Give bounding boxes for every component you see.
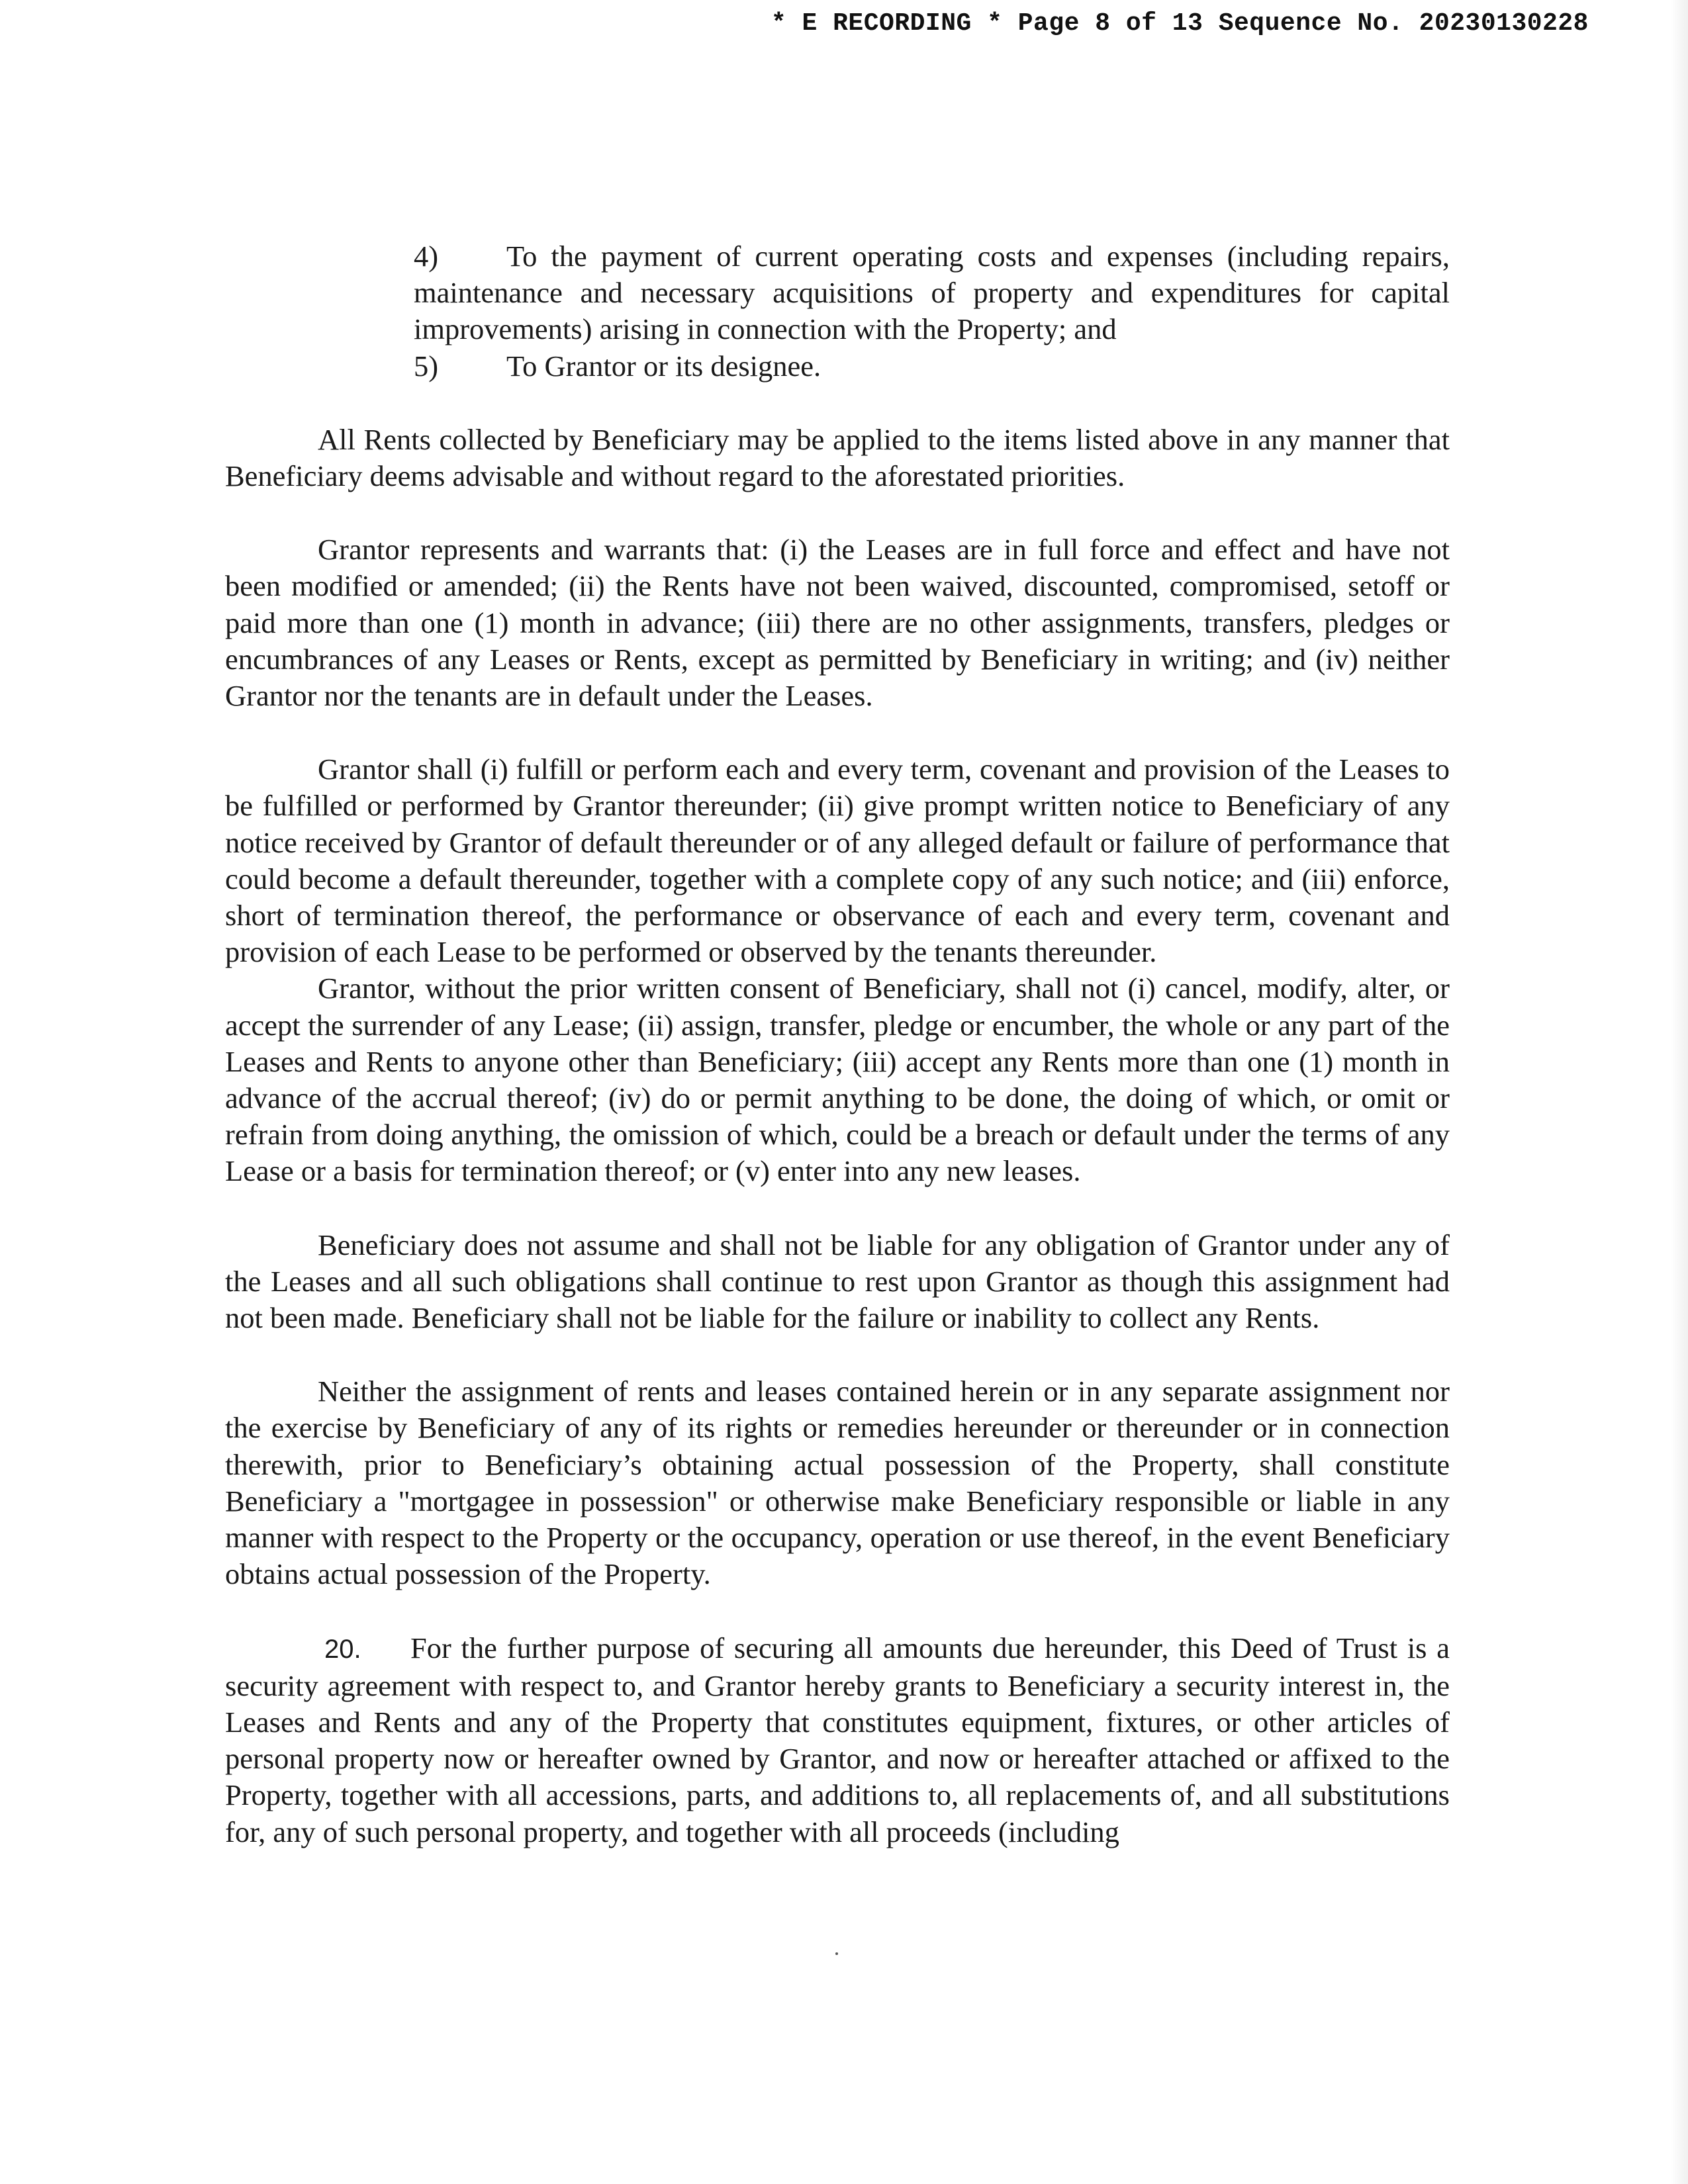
scan-edge-shadow [1671,0,1688,2184]
list-item-number: 5) [414,349,439,383]
list-item-text: To Grantor or its designee. [506,349,821,383]
scan-speck [835,1952,838,1955]
list-item [414,238,1450,348]
list-item-number: 4) [414,240,439,273]
section-20-security-agreement [225,1630,1450,1850]
paragraph-mortgagee-in-possession: Neither the assignment of rents and leases contained herein or in any separate assignment nor the exercise by Beneficiary of any of its rights or remedies hereunder or thereunder or in connection therewith, prior to Beneficiary’s obtaining actual possession of the Property, shall constitute Beneficiary a "mortgagee in possession" or otherwise make Beneficiary responsible or liable in any manner with respect to the Property or the occupancy, operation or use thereof, in the event Beneficiary obtains actual possession of the Property. [225,1375,1450,1591]
list-item [414,348,1450,385]
paragraph-beneficiary-liability: Beneficiary does not assume and shall not be liable for any obligation of Grantor under any of the Leases and all such obligations shall continue to rest upon Grantor as though this assignment had not been made. Beneficiary shall not be liable for the failure or inability to collect any Rents. [225,1228,1450,1335]
section-number: 20. [324,1634,361,1664]
numbered-list [414,238,1450,385]
document-body [225,238,1450,1888]
paragraph-representations: Grantor represents and warrants that: (i) the Leases are in full force and effect and have not been modified or amended; (ii) the Rents have not been waived, discounted, compromised, setoff or paid more than one (1) month in advance; (iii) there are no other assignments, transfers, pledges or encumbrances of any Leases or Rents, except as permitted by Beneficiary in writing; and (iv) neither Grantor nor the tenants are in default under the Leases. [225,533,1450,713]
section-20-text: For the further purpose of securing all amounts due hereunder, this Deed of Trust is a security agreement with respect to, and Grantor hereby grants to Beneficiary a security interest in, the Leases and Rents and any of the Property that constitutes equipment, fixtures, or other articles of personal property now or hereafter owned by Grantor, and now or hereafter attached or affixed to the Property, together with all accessions, parts, and additions to, all replacements of, and all substitutions for, any of such personal property, and together with all proceeds (including [225,1631,1450,1848]
list-item-text: To the payment of current operating costs and expenses (including repairs, maintenance and necessary acquisitions of property and expenditures for capital improvements) arising in connection with the Property; and [414,240,1450,346]
recording-header-stamp: * E RECORDING * Page 8 of 13 Sequence No. 20230130228 [771,9,1589,38]
paragraph-grantor-restrictions: Grantor, without the prior written consent of Beneficiary, shall not (i) cancel, modify, alter, or accept the surrender of any Lease; (ii) assign, transfer, pledge or encumber, the whole or any part of the Leases and Rents to anyone other than Beneficiary; (iii) accept any Rents more than one (1) month in advance of the accrual thereof; (iv) do or permit anything to be done, the doing of which, or omit or refrain from doing anything, the omission of which, could be a breach or default under the terms of any Lease or a basis for termination thereof; or (v) enter into any new leases. [225,972,1450,1188]
paragraph-grantor-obligations: Grantor shall (i) fulfill or perform each and every term, covenant and provision of the Leases to be fulfilled or performed by Grantor thereunder; (ii) give prompt written notice to Beneficiary of any notice received by Grantor of default thereunder or of any alleged default or failure of performance that could become a default thereunder, together with a complete copy of any such notice; and (iii) enforce, short of termination thereof, the performance or observance of each and every term, covenant and provision of each Lease to be performed or observed by the tenants thereunder. [225,752,1450,969]
paragraph-rents-application: All Rents collected by Beneficiary may be applied to the items listed above in any manner that Beneficiary deems advisable and without regard to the aforestated priorities. [225,422,1450,493]
